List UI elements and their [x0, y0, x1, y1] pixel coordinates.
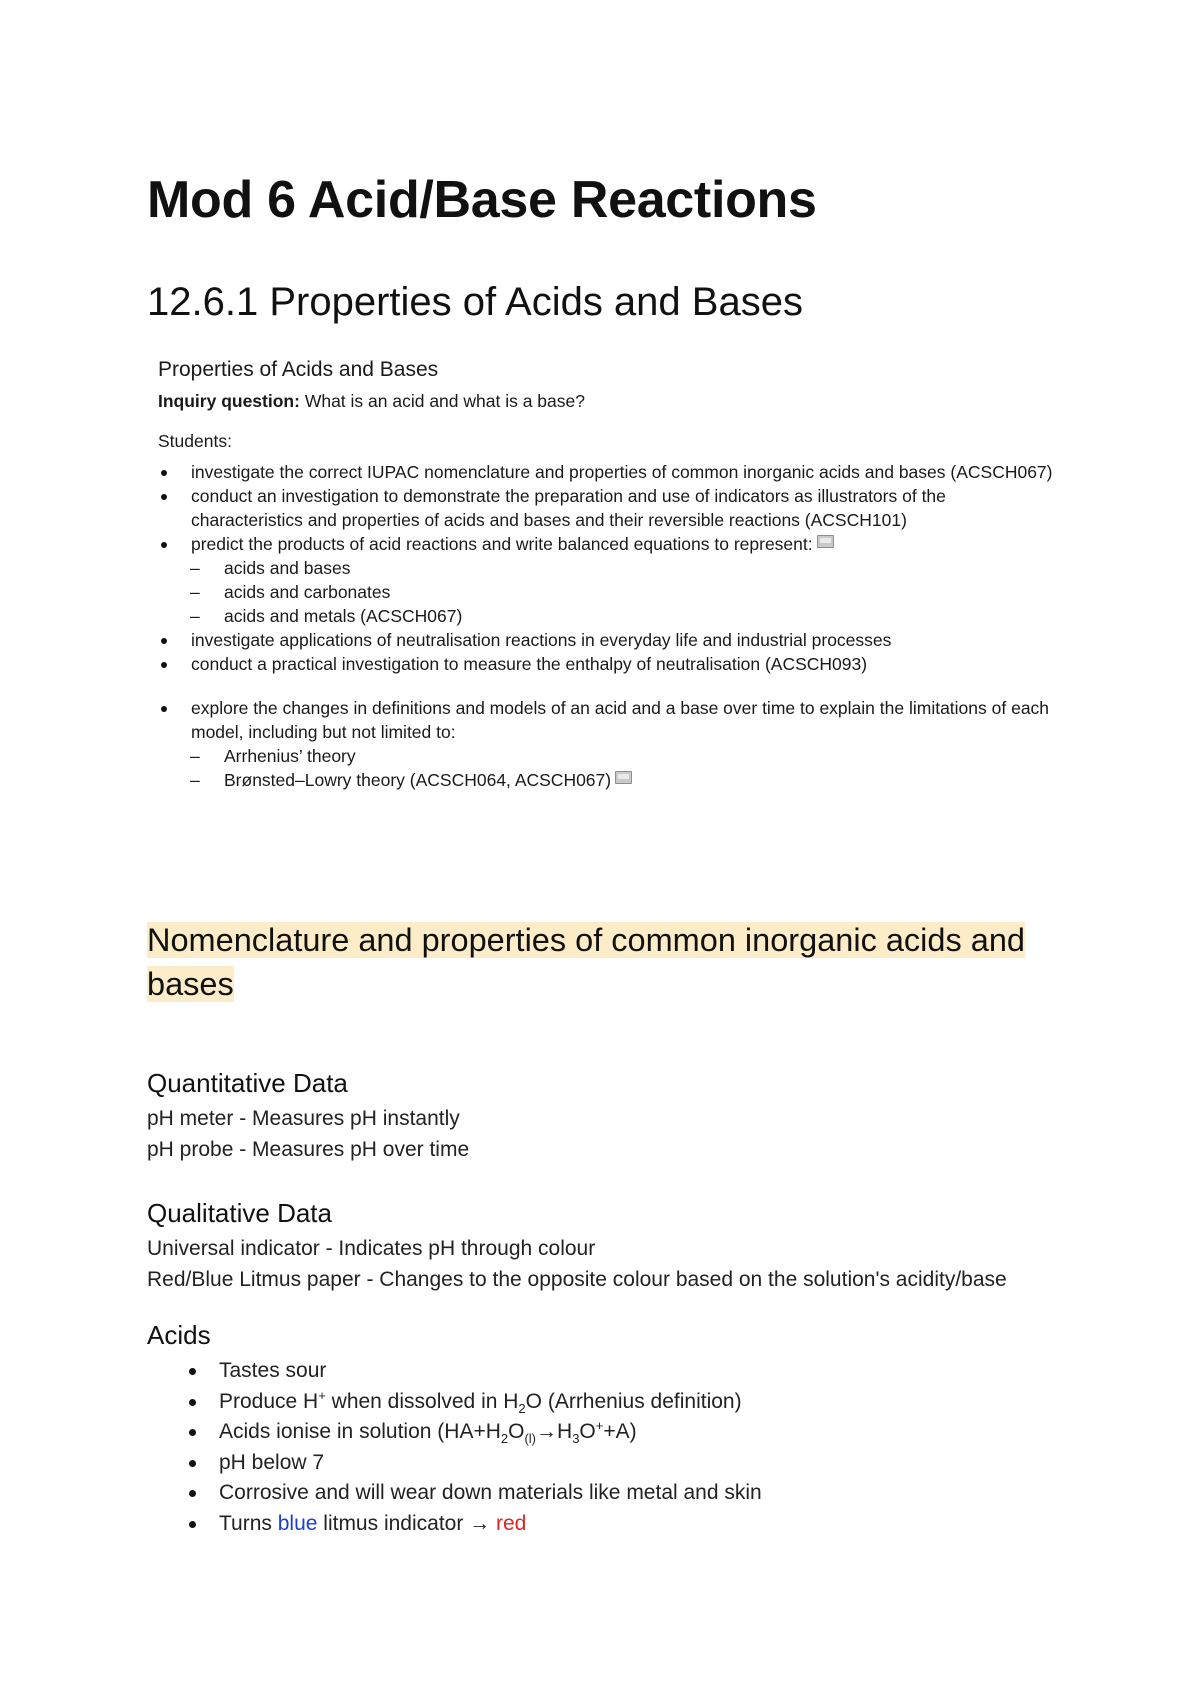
inquiry-label: Inquiry question:	[158, 391, 300, 411]
list-item: pH below 7	[147, 1448, 762, 1479]
text-run: O	[508, 1420, 525, 1443]
qualitative-line: Red/Blue Litmus paper - Changes to the opposite colour based on the solution's acidity/base	[147, 1268, 1007, 1291]
list-item: explore the changes in definitions and models of an acid and a base over time to explain the limitations of each model, including but not limited to:	[158, 696, 1058, 744]
computer-icon	[615, 771, 632, 784]
sub-list-item	[158, 768, 1058, 792]
syllabus-excerpt	[158, 358, 1058, 792]
list-item: Corrosive and will wear down materials like metal and skin	[147, 1478, 762, 1509]
text-run: O (Arrhenius definition)	[525, 1389, 742, 1413]
document-title: Mod 6 Acid/Base Reactions	[147, 171, 817, 229]
list-item: investigate applications of neutralisation reactions in everyday life and industrial processes	[158, 628, 1058, 652]
list-item	[158, 532, 1058, 556]
computer-icon	[817, 535, 834, 548]
inquiry-question	[158, 391, 1058, 412]
syllabus-heading: Properties of Acids and Bases	[158, 358, 439, 381]
list-item: conduct an investigation to demonstrate the preparation and use of indicators as illustrators of the characteristics and properties of acids and bases and their reversible reactions (ACSCH101)	[158, 484, 1058, 532]
superscript: +	[318, 1387, 326, 1403]
text-run: Turns	[219, 1511, 278, 1535]
students-label: Students:	[158, 431, 232, 451]
text-run: when dissolved in H	[325, 1389, 519, 1413]
text-run: O	[579, 1420, 596, 1443]
qualitative-line: Universal indicator - Indicates pH through colour	[147, 1237, 596, 1260]
acids-heading: Acids	[147, 1320, 211, 1350]
sub-list-item: – Arrhenius’ theory	[158, 744, 1058, 768]
subscript: (l)	[524, 1431, 537, 1447]
text-run: →H	[536, 1420, 573, 1443]
list-item: investigate the correct IUPAC nomenclature and properties of common inorganic acids and bases (ACSCH067)	[158, 460, 1058, 484]
quantitative-line: pH probe - Measures pH over time	[147, 1138, 470, 1161]
list-item: conduct a practical investigation to measure the enthalpy of neutralisation (ACSCH093)	[158, 652, 1058, 676]
text-run: Produce H	[219, 1389, 319, 1413]
text-run: litmus indicator →	[317, 1511, 496, 1535]
subscript: 3	[572, 1431, 580, 1447]
sub-list-item-text: Brønsted–Lowry theory (ACSCH064, ACSCH067)	[224, 770, 612, 790]
highlighted-section-heading	[147, 918, 1047, 1006]
list-item: Tastes sour	[147, 1356, 762, 1387]
list-item-text: predict the products of acid reactions and write balanced equations to represent:	[191, 534, 813, 554]
sub-list-item: – acids and carbonates	[158, 580, 1058, 604]
quantitative-line: pH meter - Measures pH instantly	[147, 1107, 460, 1130]
list-item	[147, 1417, 762, 1448]
inquiry-text: What is an acid and what is a base?	[299, 391, 585, 411]
superscript: +	[595, 1418, 604, 1433]
subscript: 2	[518, 1400, 526, 1416]
syllabus-list	[158, 460, 1058, 792]
sub-list-item: – acids and bases	[158, 556, 1058, 580]
text-run: +A)	[603, 1420, 637, 1443]
quantitative-heading: Quantitative Data	[147, 1068, 348, 1098]
qualitative-heading: Qualitative Data	[147, 1198, 332, 1228]
section-heading-text: Nomenclature and properties of common inorganic acids and bases	[147, 922, 1025, 1002]
section-subtitle: 12.6.1 Properties of Acids and Bases	[147, 280, 803, 324]
list-item	[147, 1509, 762, 1540]
subscript: 2	[500, 1431, 509, 1447]
red-word: red	[496, 1511, 527, 1535]
text-run: Acids ionise in solution (HA+H	[219, 1420, 501, 1443]
acids-list	[147, 1356, 762, 1539]
list-item	[147, 1387, 762, 1418]
blue-word: blue	[277, 1511, 318, 1535]
sub-list-item: – acids and metals (ACSCH067)	[158, 604, 1058, 628]
